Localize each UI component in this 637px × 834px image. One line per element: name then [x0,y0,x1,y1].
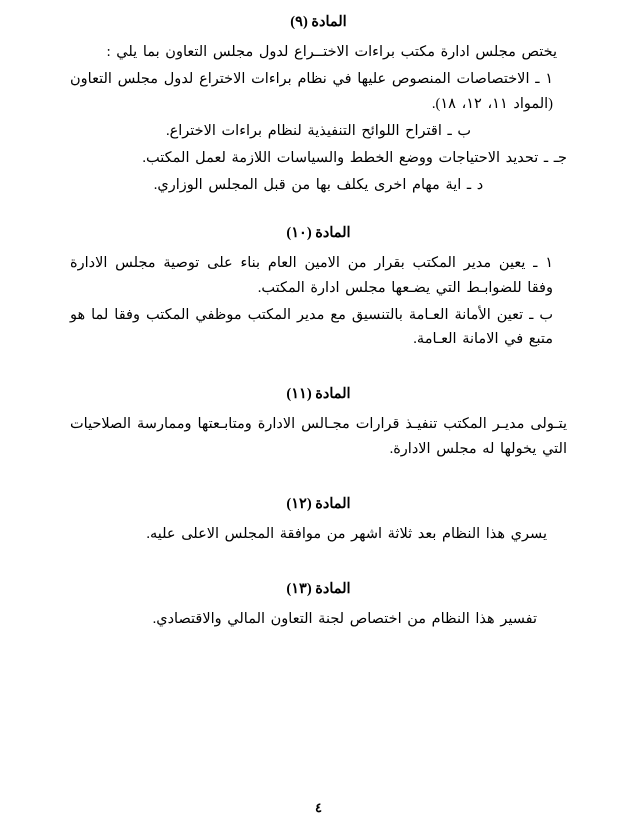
spacer [70,366,567,386]
spacer [70,212,567,225]
article-block-11 [70,386,567,462]
article-11-paragraph-1: يتـولى مديـر المكتب تنفيـذ قرارات مجـالس الادارة ومتابـعتها وممارسة الصلاحيات التي يخولها له مجلس الادارة. [70,416,567,458]
article-block-10 [70,225,567,353]
article-9-paragraph-2: ١ ـ الاختصاصات المنصوص عليها في نظام براءات الاختراع لدول مجلس التعاون (المواد ١١، ١٢، ١٨). [70,70,553,112]
article-heading-9: المادة (٩) [290,14,347,30]
article-block-12 [70,496,567,547]
article-heading-10: المادة (١٠) [286,224,351,241]
spacer [70,561,567,581]
article-9-paragraph-3: ب ـ اقتراح اللوائح التنفيذية لنظام براءات الاختراع. [165,122,472,139]
article-12-paragraph-1: يسري هذا النظام بعد ثلاثة اشهر من موافقة المجلس الاعلى عليه. [146,526,547,543]
article-9-paragraph-1: يختص مجلس ادارة مكتب براءات الاختــراع لدول مجلس التعاون بما يلي : [106,44,557,60]
article-13-paragraph-1: تفسير هذا النظام من اختصاص لجنة التعاون المالي والاقتصادي. [152,611,537,628]
article-block-9 [70,14,567,198]
article-heading-11: المادة (١١) [286,386,351,403]
article-block-13 [70,581,567,632]
article-heading-12: المادة (١٢) [286,496,351,513]
article-9-paragraph-4: جـ ـ تحديد الاحتياجات ووضع الخطط والسياسات اللازمة لعمل المكتب. [142,149,567,166]
article-heading-13: المادة (١٣) [286,581,351,598]
article-10-paragraph-2: ب ـ تعين الأمانة العـامة بالتنسيق مع مدير المكتب موظفي المكتب وفقا لما هو متبع في الامانة العـامة. [70,306,553,348]
article-10-paragraph-1: ١ ـ يعين مدير المكتب بقرار من الامين العام بناء على توصية مجلس الادارة وفقا للضوابـط التي يضـعها مجلس ادارة المكتب. [70,254,553,296]
spacer [70,476,567,496]
page-number: ٤ [315,800,322,815]
article-9-paragraph-5: د ـ اية مهام اخرى يكلف بها من قبل المجلس الوزاري. [153,176,484,193]
